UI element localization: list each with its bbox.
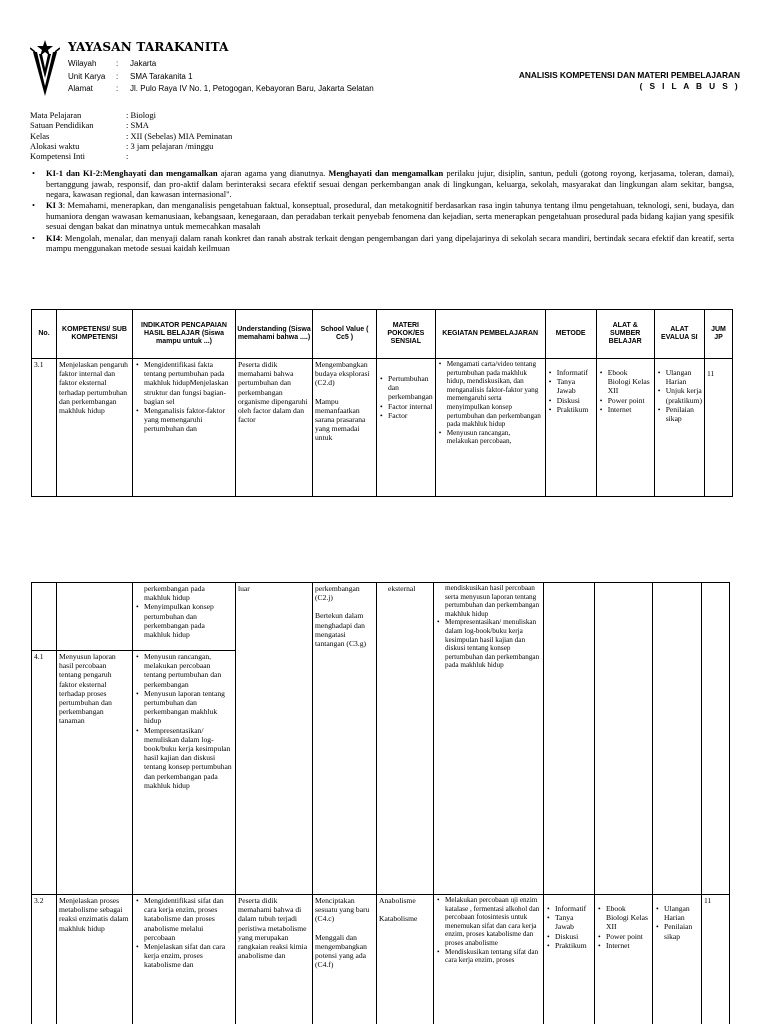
syllabus-table-continued: [31, 582, 730, 1024]
list-item: • Mengidentifikasi fakta tentang pertumbuhan pada makhluk hidupMenjelaskan struktur dan fungsi bagian-bagian sel: [135, 360, 233, 406]
cell-alat-evaluasi: [654, 359, 704, 497]
list-item: • Mempresentasikan/ menuliskan dalam log-book/buku kerja kesimpulan hasil kajian dan diskusi tentang konsep pertumbuhan dan perkembangan pada makhluk hidup: [436, 618, 541, 670]
meta-row: Mata Pelajaran : Biologi: [30, 110, 156, 120]
cell-alat-evaluasi: [653, 895, 702, 1024]
cell-school-value: perkembangan (C2.j) Bertekun dalam menghadapi dan mengatasi tantangan (C3.g): [313, 583, 377, 895]
ki-item-3: • KI 3: Memahami, menerapkan, dan menganalisis pengetahuan faktual, konseptual, prosedural, dan metakognitif berdasarkan rasa ingin tahunya tentang ilmu pengetahuan, teknologi, seni, budaya, dan humaniora dengan wawasan kemanusiaan, kebangsaan, kenegaraan, dan peradaban terkait penyebab fenomena dan kejadian, serta menerapkan pengetahuan prosedural pada bidang kajian yang spesifik sesuai dengan bakat dan minatnya untuk memecahkan masalah: [32, 200, 735, 232]
cell-kompetensi: Menjelaskan pengaruh faktor internal dan faktor eksternal terhadap pertumbuhan dan perkembangan makhluk hidup: [57, 359, 133, 497]
list-item: • Menyimpulkan konsep pertumbuhan dan perkembangan pada makhluk hidup: [135, 602, 233, 639]
cell-indikator: [133, 359, 236, 497]
cell-alat-sumber: [596, 359, 654, 497]
meta-row: Alokasi waktu : 3 jam pelajaran /minggu: [30, 140, 214, 151]
tarakanita-logo-icon: [30, 38, 60, 98]
list-item: • Menjelaskan sifat dan cara kerja enzim, proses katabolisme dan: [135, 942, 233, 970]
meta-row: Kompetensi Inti :: [30, 151, 129, 162]
list-item: • Praktikum: [548, 405, 594, 414]
organization-name: YAYASAN TARAKANITA: [68, 40, 229, 54]
meta-row: Kelas : XII (Sebelas) MIA Peminatan: [30, 130, 233, 141]
cell-kompetensi: Menjelaskan proses metabolisme sebagai reaksi enzimatis dalam makhluk hidup: [57, 895, 133, 1024]
list-item: • Menganalisis faktor-faktor yang memengaruhi pertumbuhan dan: [135, 406, 233, 434]
info-row-wilayah: Wilayah : Jakarta: [68, 59, 157, 68]
cell-indikator: perkembangan pada makhluk hidup • Menyimpulkan konsep pertumbuhan dan perkembangan pada makhluk hidup: [133, 583, 236, 651]
header-understanding: Understanding (Siswa memahami bahwa ....): [236, 310, 313, 359]
ki-item-4: • KI4: Mengolah, menalar, dan menyaji dalam ranah konkret dan ranah abstrak terkait dengan pengembangan dari yang dipelajarinya di sekolah secara mandiri, bertindak secara efektif dan kreatif, serta mampu menggunakan metode sesuai kaidah keilmuan: [32, 232, 734, 254]
cell-no: 3.1: [32, 359, 57, 497]
table-row: [32, 583, 730, 651]
cell-kompetensi: Menyusun laporan hasil percobaan tentang pengaruh faktor eksternal terhadap proses pertumbuhan dan perkembangan tanaman: [57, 651, 133, 895]
list-item: • Power point: [597, 932, 650, 941]
list-item: • Menyusun laporan tentang pertumbuhan dan perkembangan makhluk hidup: [135, 689, 233, 726]
header-materi: MATERI POKOK/ES SENSIAL: [377, 310, 436, 359]
info-row-alamat: Alamat : Jl. Pulo Raya IV No. 1, Petogogan, Kebayoran Baru, Jakarta Selatan: [68, 84, 374, 93]
list-item: • Mendiskusikan tentang sifat dan cara kerja enzim, proses: [436, 948, 541, 965]
subject-meta: [30, 110, 232, 161]
list-item: • Ebook Biologi Kelas XII: [599, 368, 652, 396]
list-item: • Pertumbuhan dan perkembangan: [379, 374, 433, 402]
list-item: • Menyusun rancangan, melakukan percobaan,: [438, 429, 543, 446]
header-metode: METODE: [545, 310, 596, 359]
table-row: [32, 359, 733, 497]
cell-understanding: luar: [236, 583, 313, 895]
cell-school-value: Menciptakan sesuatu yang baru (C4.c) Menggali dan mengembangkan potensi yang ada (C4.f): [313, 895, 377, 1024]
cell-materi: Anabolisme Katabolisme: [377, 895, 434, 1024]
cell-indikator: [133, 651, 236, 895]
cell-school-value: Mengembangkan budaya eksplorasi (C2.d) Mampu memanfaatkan sarana prasarana yang memadai untuk: [313, 359, 377, 497]
cell-no: 4.1: [32, 651, 57, 895]
list-item: • Internet: [599, 405, 652, 414]
cell-alat-sumber: [595, 895, 653, 1024]
meta-row: Satuan Pendidikan : SMA: [30, 120, 149, 131]
list-item: • Penilaian sikap: [655, 922, 699, 940]
cell-metode: [544, 583, 595, 895]
list-item: • Diskusi: [548, 396, 594, 405]
header-no: No.: [32, 310, 57, 359]
cell-kegiatan: [434, 895, 544, 1024]
header-school-value: School Value ( Cc5 ): [313, 310, 377, 359]
cell-alat-sumber: [595, 583, 653, 895]
cell-no: 3.2: [32, 895, 57, 1024]
table-header-row: [32, 310, 733, 359]
list-item: • Informatif: [548, 368, 594, 377]
letterhead: [30, 38, 740, 98]
header-jumlah-jp: JUM JP: [704, 310, 732, 359]
list-item: • Menyusun rancangan, melakukan percobaan tentang pertumbuhan dan perkembangan: [135, 652, 233, 689]
cell-jp: 11: [702, 895, 730, 1024]
cell-kegiatan: [435, 359, 545, 497]
header-alat-evaluasi: ALAT EVALUA SI: [654, 310, 704, 359]
cell-materi: eksternal: [377, 583, 434, 895]
list-item: • Mengidentifikasi sifat dan cara kerja enzim, proses katabolisme dan proses anabolisme melalui percobaan: [135, 896, 233, 942]
table-row: [32, 895, 730, 1024]
cell-no: [32, 583, 57, 651]
cell-understanding: Peserta didik memahami bahwa di dalam tubuh terjadi peristiwa metabolisme yang merupakan rangkaian reaksi kimia anabolisme dan: [236, 895, 313, 1024]
list-item: • Tanya Jawab: [546, 913, 592, 931]
header-kompetensi: KOMPETENSI/ SUB KOMPETENSI: [57, 310, 133, 359]
list-item: • Praktikum: [546, 941, 592, 950]
cell-kegiatan: mendiskusikan hasil percobaan serta menyusun laporan tentang pertumbuhan dan perkembangan makhluk hidup • Mempresentasikan/ menuliskan dalam log-book/buku kerja kesimpulan hasil kajian dan diskusi tentang konsep pertumbuhan dan perkembangan pada makhluk hidup: [434, 583, 544, 895]
list-item: • Internet: [597, 941, 650, 950]
syllabus-table: [31, 309, 733, 497]
cell-indikator: [133, 895, 236, 1024]
header-kegiatan: KEGIATAN PEMBELAJARAN: [435, 310, 545, 359]
list-item: • Tanya Jawab: [548, 377, 594, 395]
list-item: • Ebook Biologi Kelas XII: [597, 904, 650, 932]
list-item: • Melakukan percobaan uji enzim katalase , fermentasi alkohol dan percobaan fotosintesis untuk menemukan sifat dan cara kerja enzim, proses katabolisme dan proses anabolisme: [436, 896, 541, 948]
cell-metode: [544, 895, 595, 1024]
core-competency-list: [30, 168, 734, 254]
list-item: • Mempresentasikan/ menuliskan dalam log-book/buku kerja kesimpulan hasil kajian dan diskusi tentang konsep pertumbuhan dan perkembangan pada makhluk hidup: [135, 726, 233, 790]
cell-jp: [702, 583, 730, 895]
list-item: • Unjuk kerja (praktikum): [657, 386, 702, 404]
cell-understanding: Peserta didik memahami bahwa pertumbuhan dan perkembangan organisme dipengaruhi oleh factor dalam dan factor: [236, 359, 313, 497]
list-item: • Penilaian sikap: [657, 405, 702, 423]
header-alat-sumber: ALAT & SUMBER BELAJAR: [596, 310, 654, 359]
list-item: • Mengamati carta/video tentang pertumbuhan pada makhluk hidup, mendiskusikan, dan menganalisis faktor-faktor yang memengaruhi serta menyimpulkan konsep pertumbuhan dan perkembangan pada makhluk hidup: [438, 360, 543, 429]
cell-jp: 11: [704, 359, 732, 497]
header-indikator: INDIKATOR PENCAPAIAN HASIL BELAJAR (Siswa mampu untuk ...): [133, 310, 236, 359]
list-item: • Power point: [599, 396, 652, 405]
list-item: • Ulangan Harian: [655, 904, 699, 922]
list-item: • Factor: [379, 411, 433, 420]
organization-info: [68, 58, 374, 96]
cell-kompetensi: [57, 583, 133, 651]
cell-materi: [377, 359, 436, 497]
cell-alat-evaluasi: [653, 583, 702, 895]
list-item: • Ulangan Harian: [657, 368, 702, 386]
list-item: • Factor internal: [379, 402, 433, 411]
info-row-unit-karya: Unit Karya : SMA Tarakanita 1: [68, 71, 193, 81]
ki-item-1-2: • KI-1 dan KI-2:Menghayati dan mengamalkan ajaran agama yang dianutnya. Menghayati dan mengamalkan perilaku jujur, disiplin, santun, peduli (gotong royong, kerjasama, toleran, damai), bertanggung jawab, responsif, dan pro-aktif dalam berinteraksi secara efektif sesuai dengan perkembangan anak di lingkungan, keluarga, sekolah, masyarakat dan lingkungan alam sekitar, bangsa, negara, kawasan regional, dan kawasan internasional".: [32, 168, 735, 200]
cell-metode: [545, 359, 596, 497]
document-title: ANALISIS KOMPETENSI DAN MATERI PEMBELAJARAN ( S I L A B U S ): [518, 70, 740, 91]
list-item: • Informatif: [546, 904, 592, 913]
list-item: • Diskusi: [546, 932, 592, 941]
